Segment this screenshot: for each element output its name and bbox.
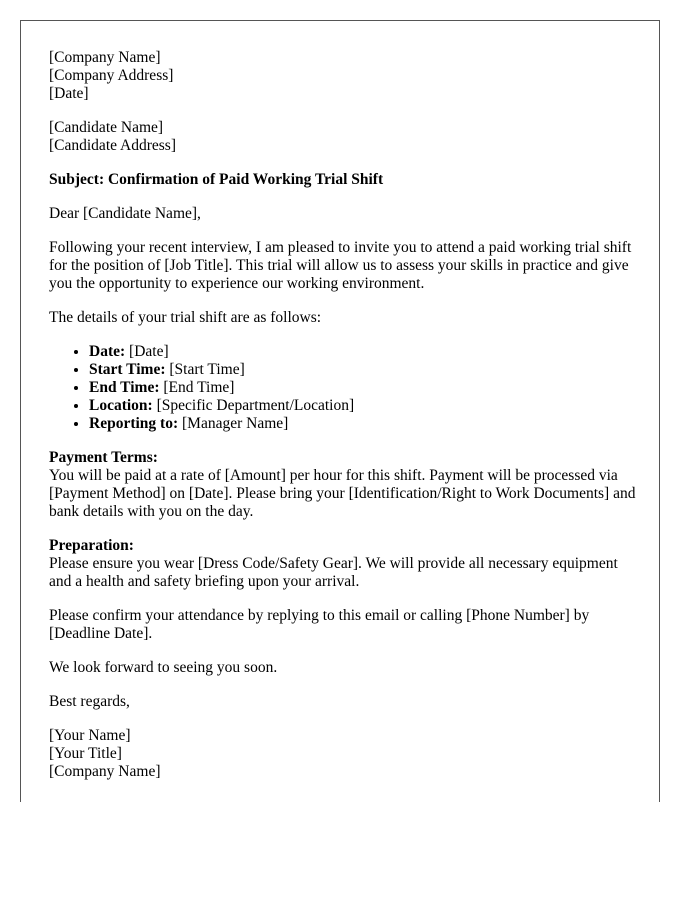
- payment-heading: Payment Terms:: [49, 449, 158, 466]
- sender-block: [49, 49, 639, 103]
- letter-body: [49, 49, 639, 797]
- list-item-location: [89, 397, 639, 415]
- details-list: [49, 343, 639, 433]
- intro-paragraph: Following your recent interview, I am pleased to invite you to attend a paid working trial shift for the position of [Job Title]. This trial will allow us to assess your skills in practice and give you the opportunity to experience our working environment.: [49, 239, 632, 292]
- payment-section: [49, 449, 639, 521]
- preparation-heading: Preparation:: [49, 537, 134, 554]
- recipient-name: [Candidate Name]: [49, 119, 164, 136]
- details-intro: The details of your trial shift are as follows:: [49, 309, 322, 326]
- signature-title: [Your Title]: [49, 745, 122, 762]
- detail-value: [End Time]: [163, 379, 235, 396]
- list-item-date: [89, 343, 639, 361]
- subject-text: Subject: Confirmation of Paid Working Trial Shift: [49, 171, 384, 188]
- payment-text: You will be paid at a rate of [Amount] per hour for this shift. Payment will be processed via [Payment Method] on [Date]. Please bring your [Identification/Right to Work Documents] and bank details with you on the day.: [49, 467, 636, 520]
- detail-label: Date:: [89, 343, 126, 360]
- detail-label: Start Time:: [89, 361, 166, 378]
- detail-label: Reporting to:: [89, 415, 179, 432]
- recipient-block: [49, 119, 639, 155]
- closing-line: We look forward to seeing you soon.: [49, 659, 278, 676]
- list-item-start-time: [89, 361, 639, 379]
- detail-value: [Specific Department/Location]: [156, 397, 355, 414]
- confirm-paragraph: Please confirm your attendance by replying to this email or calling [Phone Number] by [Deadline Date].: [49, 607, 590, 642]
- salutation: Dear [Candidate Name],: [49, 205, 201, 222]
- letter-date: [Date]: [49, 85, 89, 102]
- detail-label: Location:: [89, 397, 153, 414]
- signature-company: [Company Name]: [49, 763, 161, 780]
- detail-value: [Date]: [129, 343, 169, 360]
- subject-line: [49, 171, 639, 189]
- list-item-end-time: [89, 379, 639, 397]
- sign-off: Best regards,: [49, 693, 130, 710]
- sender-company-name: [Company Name]: [49, 49, 161, 66]
- sender-company-address: [Company Address]: [49, 67, 174, 84]
- list-item-reporting-to: [89, 415, 639, 433]
- preparation-text: Please ensure you wear [Dress Code/Safety Gear]. We will provide all necessary equipment and a health and safety briefing upon your arrival.: [49, 555, 618, 590]
- signature-name: [Your Name]: [49, 727, 131, 744]
- detail-value: [Start Time]: [169, 361, 245, 378]
- signature-block: [49, 727, 639, 781]
- preparation-section: [49, 537, 639, 591]
- recipient-address: [Candidate Address]: [49, 137, 176, 154]
- detail-value: [Manager Name]: [182, 415, 289, 432]
- detail-label: End Time:: [89, 379, 160, 396]
